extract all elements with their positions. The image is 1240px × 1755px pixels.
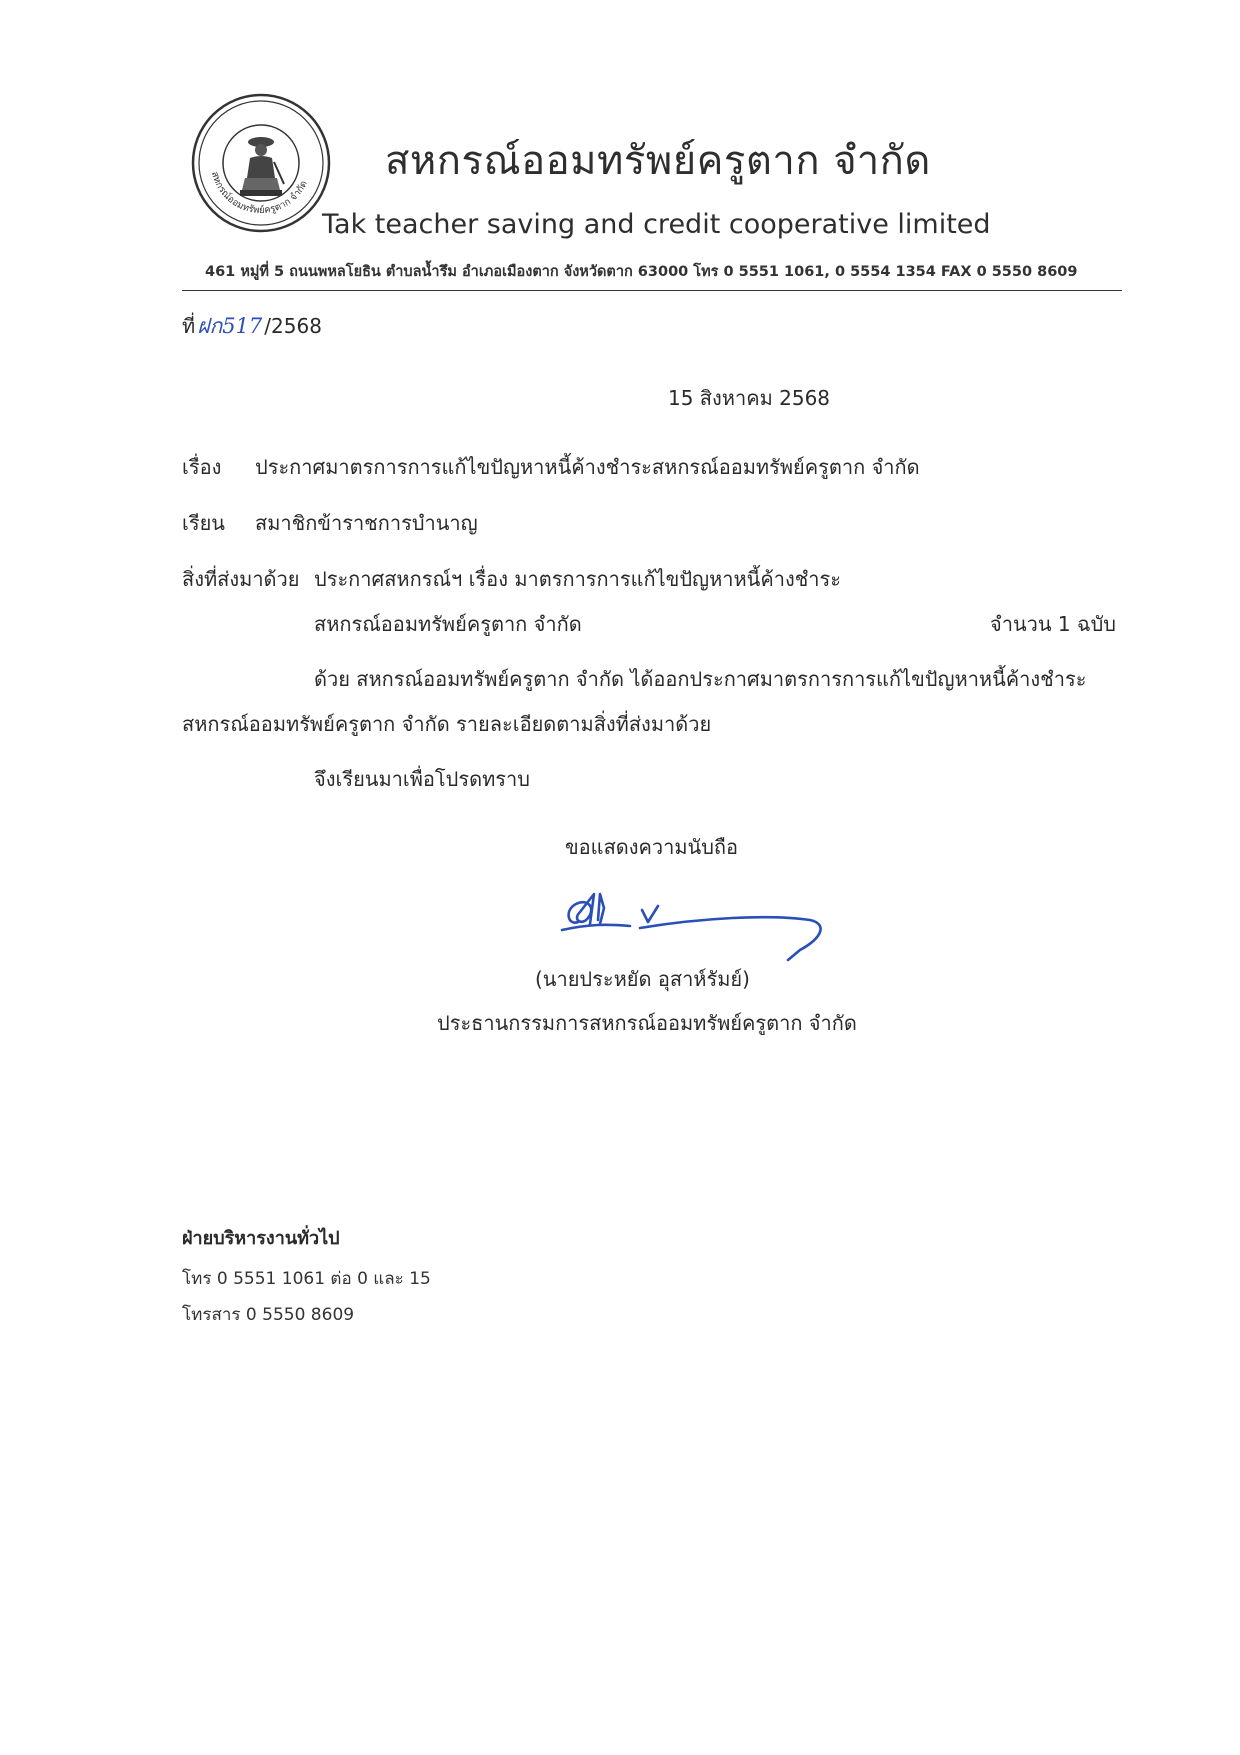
subject-label: เรื่อง <box>182 455 222 479</box>
reference-prefix: ที่ <box>182 314 196 338</box>
organization-address: 461 หมู่ที่ 5 ถนนพหลโยธิน ตำบลน้ำรึม อำเภอเมืองตาก จังหวัดตาก 63000 โทร 0 5551 1061, 0 5554 1354 FAX 0 5550 8609 <box>205 264 1078 280</box>
closing-sentence: จึงเรียนมาเพื่อโปรดทราบ <box>314 767 530 791</box>
organization-name-thai: สหกรณ์ออมทรัพย์ครูตาก จำกัด <box>385 138 931 184</box>
header-divider <box>182 290 1122 291</box>
department-name: ฝ่ายบริหารงานทั่วไป <box>182 1228 340 1249</box>
svg-text:สหกรณ์ออมทรัพย์ครูตาก จำกัด: สหกรณ์ออมทรัพย์ครูตาก จำกัด <box>208 170 310 217</box>
cooperative-seal-icon <box>190 92 332 234</box>
enclosure-label: สิ่งที่ส่งมาด้วย <box>182 567 300 591</box>
signer-title: ประธานกรรมการสหกรณ์ออมทรัพย์ครูตาก จำกัด <box>437 1011 857 1035</box>
reference-number <box>182 310 322 343</box>
reference-year: /2568 <box>264 314 322 338</box>
department-fax: โทรสาร 0 5550 8609 <box>182 1305 355 1325</box>
reference-handwritten: ฝก517 <box>197 314 263 338</box>
recipient-label: เรียน <box>182 511 225 535</box>
body-paragraph-line-1: ด้วย สหกรณ์ออมทรัพย์ครูตาก จำกัด ได้ออกประกาศมาตรการการแก้ไขปัญหาหนี้ค้างชำระ <box>314 667 1087 691</box>
letter-date: 15 สิงหาคม 2568 <box>668 386 831 410</box>
handwritten-signature <box>560 880 830 972</box>
signer-name: (นายประหยัด อุสาห์รัมย์) <box>535 967 750 991</box>
department-phone: โทร 0 5551 1061 ต่อ 0 และ 15 <box>182 1269 431 1289</box>
recipient-text: สมาชิกข้าราชการบำนาญ <box>255 511 478 535</box>
body-paragraph-line-2: สหกรณ์ออมทรัพย์ครูตาก จำกัด รายละเอียดตามสิ่งที่ส่งมาด้วย <box>182 712 712 736</box>
organization-name-english: Tak teacher saving and credit cooperative limited <box>322 209 991 240</box>
regards-text: ขอแสดงความนับถือ <box>565 835 739 859</box>
enclosure-count: จำนวน 1 ฉบับ <box>990 612 1116 636</box>
enclosure-line-2: สหกรณ์ออมทรัพย์ครูตาก จำกัด <box>314 612 582 636</box>
enclosure-line-1: ประกาศสหกรณ์ฯ เรื่อง มาตรการการแก้ไขปัญหาหนี้ค้างชำระ <box>314 567 842 591</box>
subject-text: ประกาศมาตรการการแก้ไขปัญหาหนี้ค้างชำระสหกรณ์ออมทรัพย์ครูตาก จำกัด <box>255 455 920 479</box>
